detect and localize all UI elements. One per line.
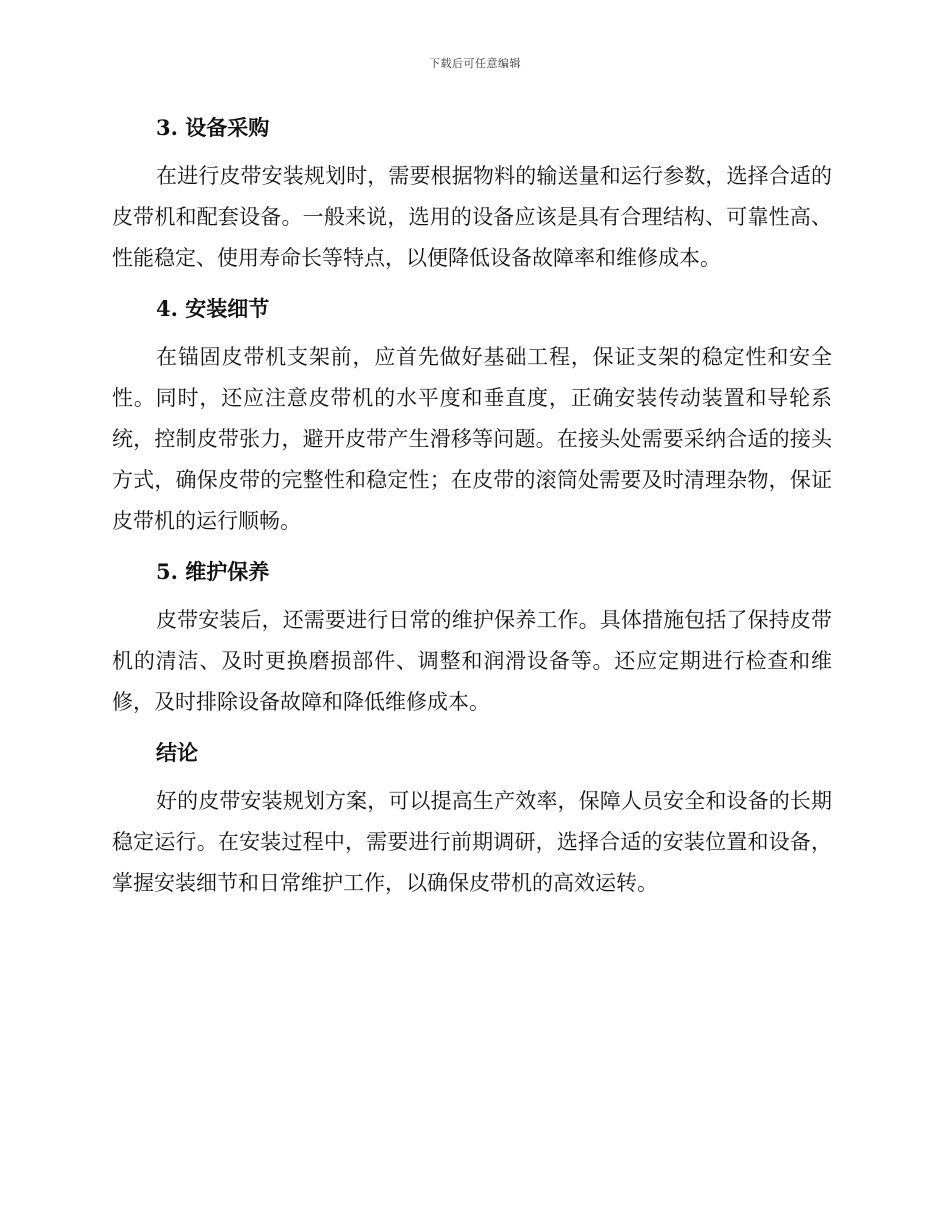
section-heading-conclusion: 结论 <box>156 740 198 765</box>
section-paragraph-maintenance: 皮带安装后，还需要进行日常的维护保养工作。具体措施包括了保持皮带机的清洁、及时更换磨损部件、调整和润滑设备等。还应定期进行检查和维修，及时排除设备故障和降低维修成本。 <box>112 608 832 714</box>
section-heading-equipment-procurement: 3. 设备采购 <box>156 115 270 140</box>
section-heading-installation-details: 4. 安装细节 <box>156 296 270 321</box>
document-body <box>112 110 832 916</box>
section-heading-maintenance: 5. 维护保养 <box>156 559 270 584</box>
header-note: 下载后可任意编辑 <box>429 57 521 70</box>
section-paragraph-installation-details: 在锚固皮带机支架前，应首先做好基础工程，保证支架的稳定性和安全性。同时，还应注意皮带机的水平度和垂直度，正确安装传动装置和导轮系统，控制皮带张力，避开皮带产生滑移等问题。在接头处需要采纳合适的接头方式，确保皮带的完整性和稳定性；在皮带的滚筒处需要及时清理杂物，保证皮带机的运行顺畅。 <box>112 345 832 533</box>
section-paragraph-conclusion: 好的皮带安装规划方案，可以提高生产效率，保障人员安全和设备的长期稳定运行。在安装过程中，需要进行前期调研，选择合适的安装位置和设备，掌握安装细节和日常维护工作，以确保皮带机的高效运转。 <box>112 789 832 895</box>
section-paragraph-equipment-procurement: 在进行皮带安装规划时，需要根据物料的输送量和运行参数，选择合适的皮带机和配套设备。一般来说，选用的设备应该是具有合理结构、可靠性高、性能稳定、使用寿命长等特点，以便降低设备故障率和维修成本。 <box>112 164 832 270</box>
